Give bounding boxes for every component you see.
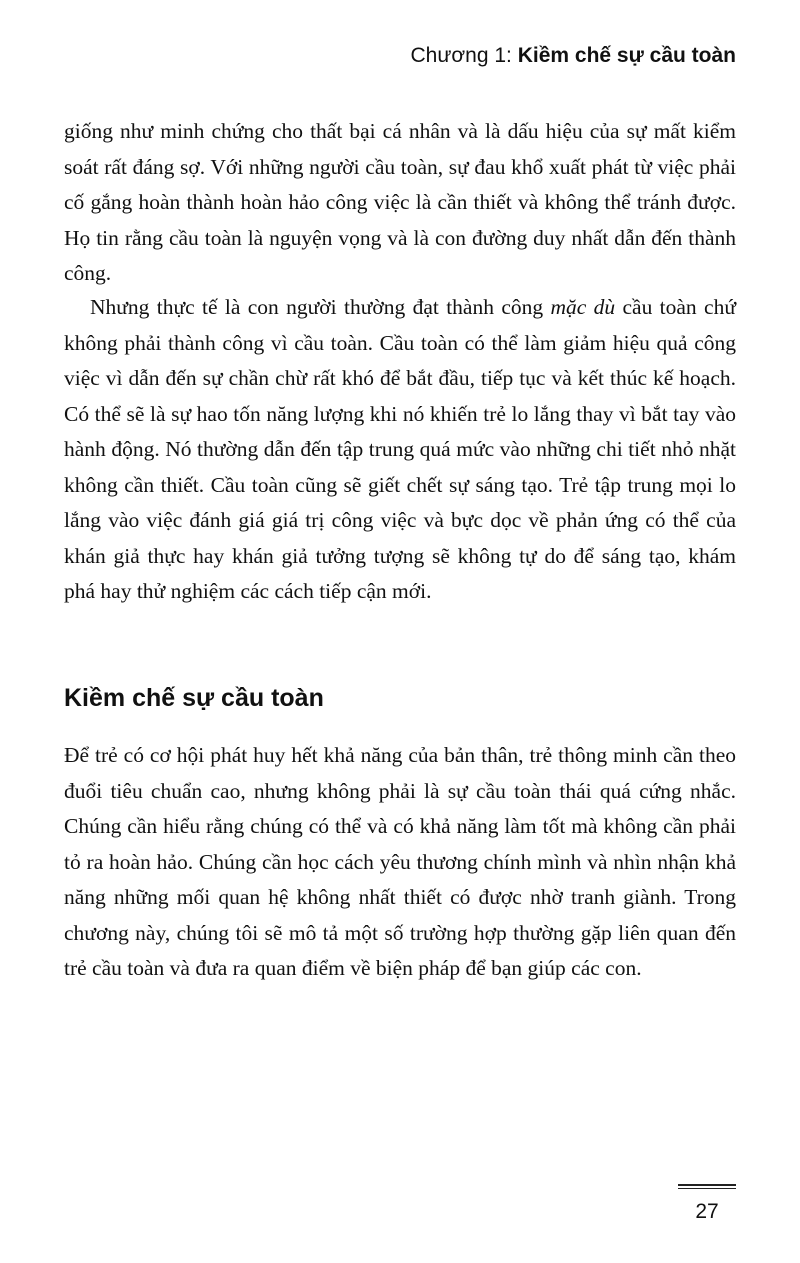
- emphasis-text: mặc dù: [550, 295, 616, 319]
- section-heading: Kiềm chế sự cầu toàn: [64, 684, 324, 712]
- paragraph-text: giống như minh chứng cho thất bại cá nhân và là dấu hiệu của sự mất kiểm soát rất đáng sợ. Với những người cầu toàn, sự đau khổ xuất phát từ việc phải cố gắng hoàn thành hoàn hảo công việc là cần thiết và không thể tránh được. Họ tin rằng cầu toàn là nguyện vọng và là con đường duy nhất dẫn đến thành công.: [64, 119, 736, 285]
- paragraph-text-end: cầu toàn chứ không phải thành công vì cầu toàn. Cầu toàn có thể làm giảm hiệu quả công việc vì dẫn đến sự chần chừ rất khó để bắt đầu, tiếp tục và kết thúc kế hoạch. Có thể sẽ là sự hao tốn năng lượng khi nó khiến trẻ lo lắng thay vì bắt tay vào hành động. Nó thường dẫn đến tập trung quá mức vào những chi tiết nhỏ nhặt không cần thiết. Cầu toàn cũng sẽ giết chết sự sáng tạo. Trẻ tập trung mọi lo lắng vào việc đánh giá giá trị công việc và bực dọc về phản ứng có thể của khán giả thực hay khán giả tưởng tượng sẽ không tự do để sáng tạo, khám phá hay thử nghiệm các cách tiếp cận mới.: [64, 295, 736, 603]
- body-paragraph-1: [64, 114, 736, 292]
- running-header: [410, 44, 736, 68]
- paragraph-text: Để trẻ có cơ hội phát huy hết khả năng của bản thân, trẻ thông minh cần theo đuổi tiêu chuẩn cao, nhưng không phải là sự cầu toàn thái quá cứng nhắc. Chúng cần hiểu rằng chúng có thể và có khả năng làm tốt mà không cần phải tỏ ra hoàn hảo. Chúng cần học cách yêu thương chính mình và nhìn nhận khả năng những mối quan hệ không nhất thiết có được nhờ tranh giành. Trong chương này, chúng tôi sẽ mô tả một số trường hợp thường gặp liên quan đến trẻ cầu toàn và đưa ra quan điểm về biện pháp để bạn giúp các con.: [64, 743, 736, 980]
- body-paragraph-3: [64, 738, 736, 987]
- paragraph-text: [64, 290, 736, 610]
- chapter-title: Kiềm chế sự cầu toàn: [517, 44, 736, 67]
- paragraph-text-start: Nhưng thực tế là con người thường đạt thành công: [90, 295, 551, 319]
- chapter-number: Chương 1:: [410, 44, 512, 67]
- footer-rule: [678, 1184, 736, 1189]
- body-paragraph-2: [64, 290, 736, 610]
- page-number: 27: [695, 1200, 719, 1223]
